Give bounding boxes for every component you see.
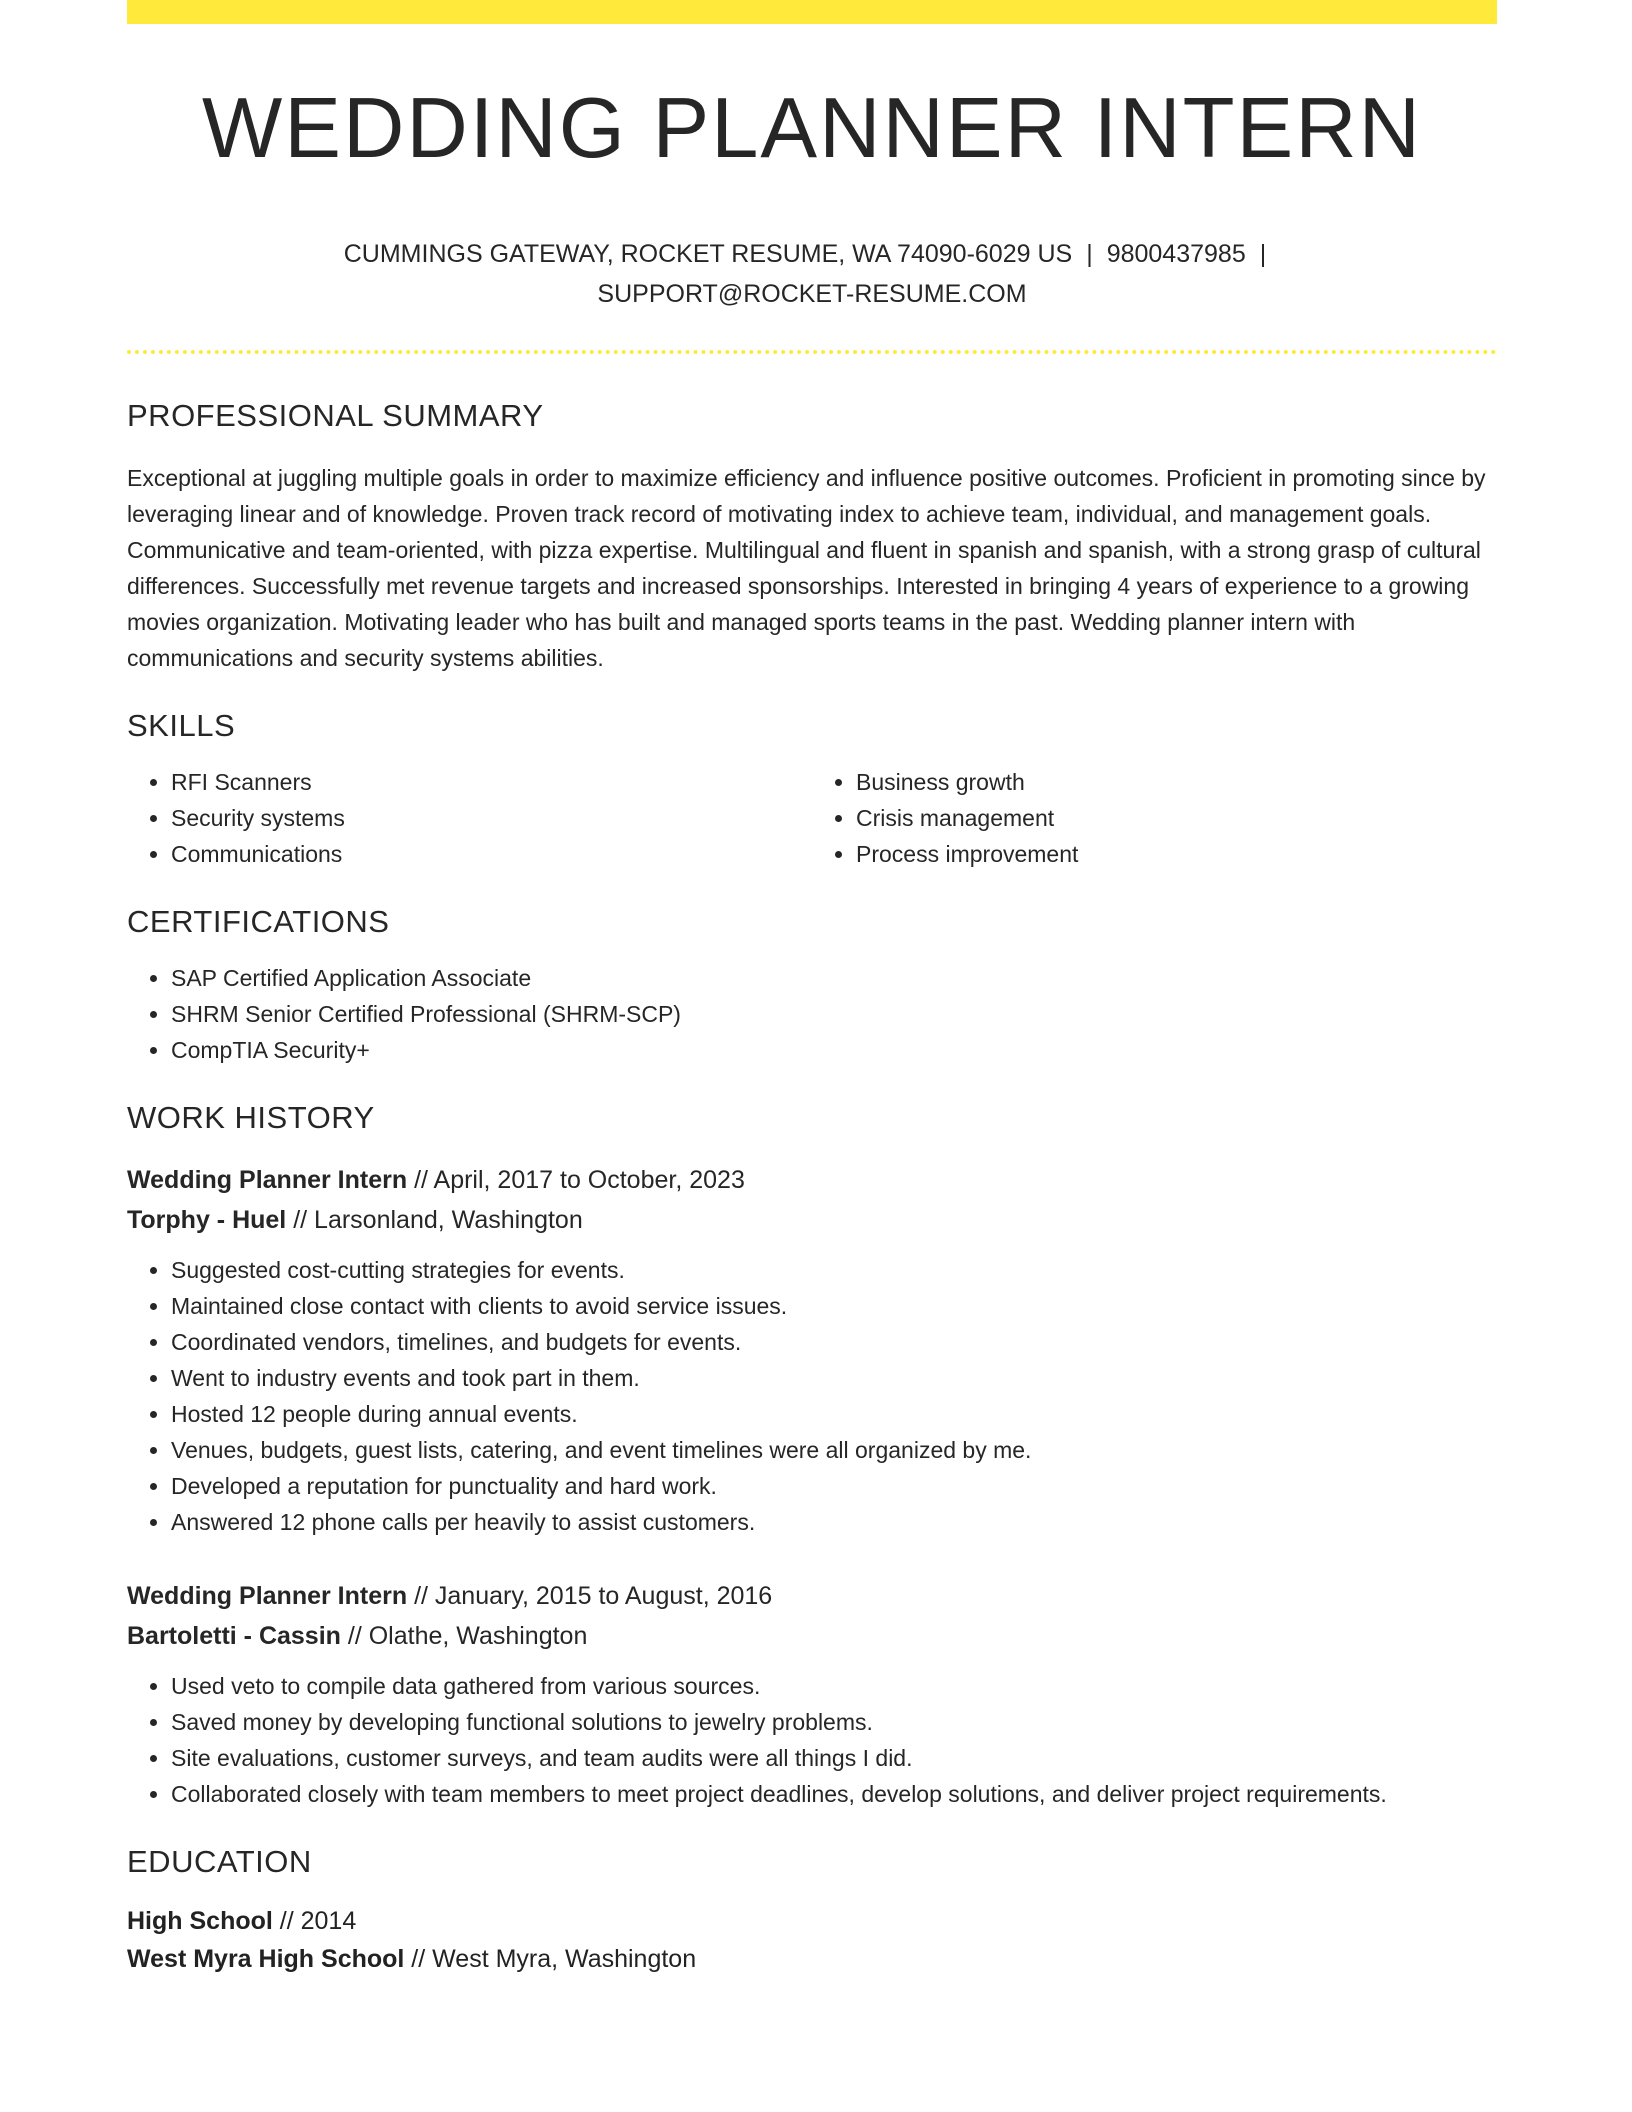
job-dates: // January, 2015 to August, 2016 [407,1581,773,1610]
address: CUMMINGS GATEWAY, ROCKET RESUME, WA 74090-6029 US [343,239,1073,268]
job-entry [127,1576,1497,1812]
section-heading: EDUCATION [127,1843,312,1879]
job-bullet: • Maintained close contact with clients to avoid service issues. [171,1288,1497,1324]
job-bullet: • Used veto to compile data gathered from various sources. [171,1668,1497,1704]
job-bullet: • Saved money by developing functional solutions to jewelry problems. [171,1704,1497,1740]
job-entry [127,1160,1497,1540]
job-bullets [127,1252,1497,1540]
job-bullet: • Hosted 12 people during annual events. [171,1396,1497,1432]
certifications-list [127,960,1497,1068]
contact-separator: | [1086,239,1093,268]
skill-item: • Business growth [856,764,1497,800]
education-location: // West Myra, Washington [404,1944,697,1973]
section-heading: CERTIFICATIONS [127,903,390,939]
job-bullet: • Venues, budgets, guest lists, catering, and event timelines were all organized by me. [171,1432,1497,1468]
resume-page [127,0,1497,1978]
skill-item: • RFI Scanners [171,764,812,800]
job-bullet: • Collaborated closely with team members to meet project deadlines, develop solutions, and deliver project requirements. [171,1776,1497,1812]
summary-section [127,398,1497,676]
work-history-section [127,1100,1497,1812]
job-header [127,1160,1497,1240]
job-bullet: • Developed a reputation for punctuality and hard work. [171,1468,1497,1504]
skills-section [127,708,1497,872]
education-degree: High School [127,1906,273,1935]
certification-item: • SAP Certified Application Associate [171,960,1497,996]
job-dates: // April, 2017 to October, 2023 [407,1165,745,1194]
education-year: // 2014 [272,1906,357,1935]
certification-item: • SHRM Senior Certified Professional (SHRM-SCP) [171,996,1497,1032]
certification-item: • CompTIA Security+ [171,1032,1497,1068]
education-entry [127,1902,1497,1978]
candidate-name: WEDDING PLANNER INTERN [202,81,1422,176]
skill-item: • Security systems [171,800,812,836]
skills-list-right [812,764,1497,872]
contact-separator: | [1259,239,1267,268]
skills-grid [127,744,1497,872]
job-company: Torphy - Huel [127,1205,287,1234]
skill-item: • Crisis management [856,800,1497,836]
job-header [127,1576,1497,1656]
section-heading: WORK HISTORY [127,1099,375,1135]
section-heading: SKILLS [127,707,236,743]
job-bullet: • Site evaluations, customer surveys, and team audits were all things I did. [171,1740,1497,1776]
summary-text: Exceptional at juggling multiple goals in order to maximize efficiency and influence positive outcomes. Proficient in promoting since by leveraging linear and of knowledge. Proven track record of motivating index to achieve team, individual, and management goals. Communicative and team-oriented, with pizza expertise. Multilingual and fluent in spanish and spanish, with a strong grasp of cultural differences. Successfully met revenue targets and increased sponsorships. Interested in bringing 4 years of experience to a growing movies organization. Motivating leader who has built and managed sports teams in the past. Wedding planner intern with communications and security systems abilities. [127,464,1486,671]
phone: 9800437985 [1106,239,1246,268]
certifications-section [127,904,1497,1068]
job-bullets [127,1668,1497,1812]
job-bullet: • Answered 12 phone calls per heavily to assist customers. [171,1504,1497,1540]
email: SUPPORT@ROCKET-RESUME.COM [597,279,1027,308]
job-location: // Olathe, Washington [340,1621,588,1650]
job-title: Wedding Planner Intern [127,1581,408,1610]
education-section [127,1844,1497,1978]
contact-info [312,234,1312,314]
education-school: West Myra High School [127,1944,405,1973]
skill-item: • Process improvement [856,836,1497,872]
skill-item: • Communications [171,836,812,872]
top-accent-bar [127,0,1497,24]
section-heading: PROFESSIONAL SUMMARY [127,397,544,433]
job-bullet: • Suggested cost-cutting strategies for events. [171,1252,1497,1288]
job-company: Bartoletti - Cassin [127,1621,341,1650]
skills-list-left [127,764,812,872]
dotted-divider [127,350,1497,354]
job-bullet: • Coordinated vendors, timelines, and budgets for events. [171,1324,1497,1360]
job-bullet: • Went to industry events and took part in them. [171,1360,1497,1396]
job-title: Wedding Planner Intern [127,1165,408,1194]
job-location: // Larsonland, Washington [286,1205,583,1234]
